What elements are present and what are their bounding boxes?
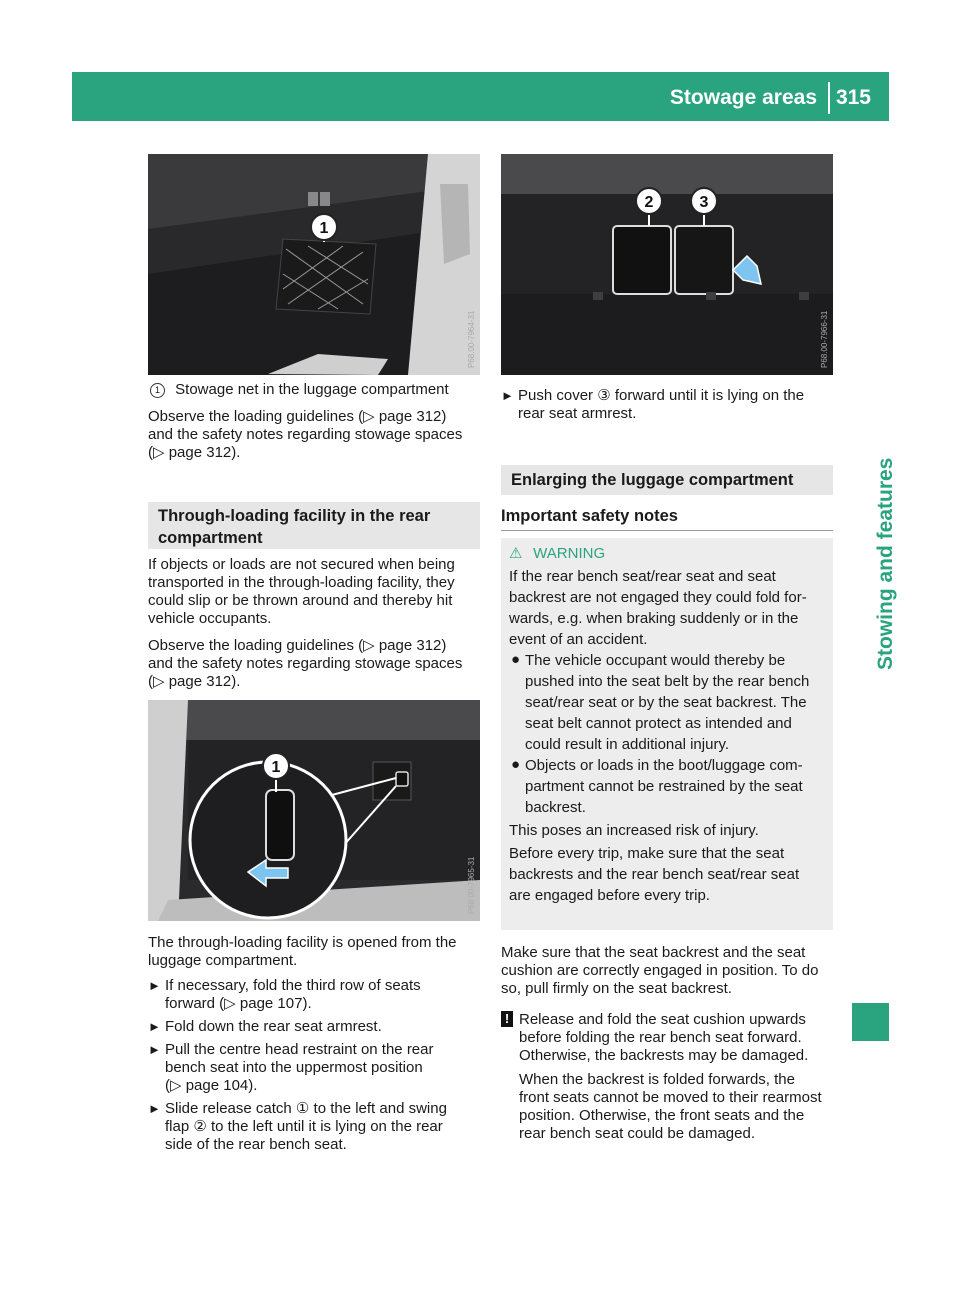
notice-material-damage <box>501 1011 836 1143</box>
text-line: transported in the through-loading facility, they <box>148 574 455 591</box>
text-line: and the safety notes regarding stowage spaces <box>148 426 463 443</box>
text-line: seat/rear seat or by the seat backrest. The <box>525 694 807 711</box>
divider <box>501 530 833 531</box>
subheading-safety-notes: Important safety notes <box>501 507 678 525</box>
text-line: could slip or be thrown around and thereby hit <box>148 592 453 609</box>
step-item <box>148 1100 483 1154</box>
heading-line: compartment <box>158 529 263 547</box>
chapter-marker-square <box>852 1003 889 1041</box>
text-line: Push cover ③ forward until it is lying on the <box>518 387 805 404</box>
section-heading-enlarging <box>501 465 833 495</box>
text-line: Slide release catch ① to the left and swing <box>165 1100 447 1117</box>
warning-box <box>501 538 833 930</box>
text-line: Otherwise, the backrests may be damaged. <box>519 1047 809 1064</box>
text-line: front seats cannot be moved to their rearmost <box>519 1089 822 1106</box>
text-line: Objects or loads in the boot/luggage com- <box>525 757 803 774</box>
step-arrow-icon: ► <box>501 388 514 403</box>
page-number: 315 <box>835 86 871 109</box>
bullet-icon: ● <box>511 651 521 668</box>
callout-3: 3 <box>699 194 709 211</box>
text-line: side of the rear bench seat. <box>165 1136 347 1153</box>
text-line: forward (▷ page 107). <box>165 995 312 1012</box>
text-line: The vehicle occupant would thereby be <box>525 652 786 669</box>
photo-release-catch <box>148 700 480 921</box>
step-item <box>148 977 483 1013</box>
text-line: seat belt cannot protect as intended and <box>525 715 792 732</box>
text-line: before folding the rear bench seat forward. <box>519 1029 802 1046</box>
image-caption <box>148 381 483 399</box>
text-line: Make sure that the seat backrest and the seat <box>501 944 806 961</box>
paragraph-through-loading-risk <box>148 556 483 628</box>
step-arrow-icon: ► <box>148 1042 161 1057</box>
caption-callout: 1 <box>150 383 165 398</box>
text-line: rear bench seat could be damaged. <box>519 1125 755 1142</box>
step-push-cover <box>501 387 836 423</box>
text-line: backrest. <box>525 799 586 816</box>
text-line: Release and fold the seat cushion upwards <box>519 1011 806 1028</box>
warning-bullet <box>509 755 827 818</box>
text-line: backrests and the rear bench seat/rear seat <box>509 866 800 883</box>
text-line: If objects or loads are not secured when being <box>148 556 455 573</box>
paragraph-guidelines-2 <box>148 637 483 691</box>
page-header-bar <box>72 72 889 121</box>
text-line: wards, e.g. when braking suddenly or in the <box>509 610 799 627</box>
warning-title: WARNING <box>533 545 606 562</box>
chapter-side-tab <box>850 340 910 680</box>
warning-triangle-icon: ⚠ <box>509 545 523 562</box>
paragraph-opening <box>148 934 483 970</box>
text-line: (▷ page 104). <box>165 1077 258 1094</box>
text-line: The through-loading facility is opened from the <box>148 934 457 951</box>
notice-content <box>501 1011 836 1143</box>
bullet-icon: ● <box>511 756 521 773</box>
photo-cover <box>501 154 833 375</box>
text-line: If the rear bench seat/rear seat and seat <box>509 568 776 585</box>
text-line: Fold down the rear seat armrest. <box>165 1018 382 1035</box>
text-line: Observe the loading guidelines (▷ page 312) <box>148 408 447 425</box>
section-title: Stowage areas <box>669 86 817 109</box>
text-line: so, pull firmly on the seat backrest. <box>501 980 732 997</box>
callout-1: 1 <box>319 220 329 237</box>
text-line: partment cannot be restrained by the seat <box>525 778 803 795</box>
step-item <box>148 1018 483 1036</box>
text-line: backrest are not engaged they could fold for- <box>509 589 807 606</box>
text-line: are engaged before every trip. <box>509 887 710 904</box>
text-line: If necessary, fold the third row of seats <box>165 977 421 994</box>
text-line: rear seat armrest. <box>518 405 637 422</box>
text-line: This poses an increased risk of injury. <box>509 822 759 839</box>
text-line: Pull the centre head restraint on the rear <box>165 1041 434 1058</box>
callout-1: 1 <box>271 759 281 776</box>
text-line: (▷ page 312). <box>148 444 241 461</box>
warning-bullet <box>509 650 827 755</box>
callout-2: 2 <box>644 194 654 211</box>
text-line: When the backrest is folded forwards, the <box>519 1071 795 1088</box>
image-code: P68.00-7965-31 <box>467 856 476 914</box>
text-line: bench seat into the uppermost position <box>165 1059 423 1076</box>
caption-text: Stowage net in the luggage compartment <box>175 381 449 398</box>
warning-header <box>509 544 827 564</box>
text-line: Observe the loading guidelines (▷ page 312) <box>148 637 447 654</box>
text-line: vehicle occupants. <box>148 610 272 627</box>
image-code: P68.00-7964-31 <box>467 310 476 368</box>
text-line: cushion are correctly engaged in position. To do <box>501 962 819 979</box>
text-line: could result in additional injury. <box>525 736 730 753</box>
step-item <box>148 1041 483 1095</box>
text-line: position. Otherwise, the front seats and the <box>519 1107 805 1124</box>
step-arrow-icon: ► <box>148 1019 161 1034</box>
text-line: and the safety notes regarding stowage spaces <box>148 655 463 672</box>
warning-content <box>509 544 827 906</box>
step-item <box>501 387 836 423</box>
text-line: Before every trip, make sure that the seat <box>509 845 785 862</box>
paragraph-guidelines-1 <box>148 408 483 462</box>
text-line: event of an accident. <box>509 631 648 648</box>
section-heading-through-loading <box>148 502 480 549</box>
text-line: luggage compartment. <box>148 952 298 969</box>
notice-exclamation-icon: ! <box>501 1011 513 1027</box>
heading-line: Through-loading facility in the rear <box>158 507 431 525</box>
chapter-side-tab-label: Stowing and features <box>874 457 897 670</box>
heading-line: Enlarging the luggage compartment <box>511 471 794 489</box>
step-arrow-icon: ► <box>148 978 161 993</box>
text-line: flap ② to the left until it is lying on the rear <box>165 1118 443 1135</box>
step-arrow-icon: ► <box>148 1101 161 1116</box>
image-code: P68.00-7966-31 <box>820 310 829 368</box>
paragraph-engaged <box>501 944 836 998</box>
header-divider <box>828 82 830 114</box>
text-line: (▷ page 312). <box>148 673 241 690</box>
step-list-left <box>148 977 483 1154</box>
photo-stowage-net <box>148 154 480 375</box>
text-line: pushed into the seat belt by the rear bench <box>525 673 810 690</box>
